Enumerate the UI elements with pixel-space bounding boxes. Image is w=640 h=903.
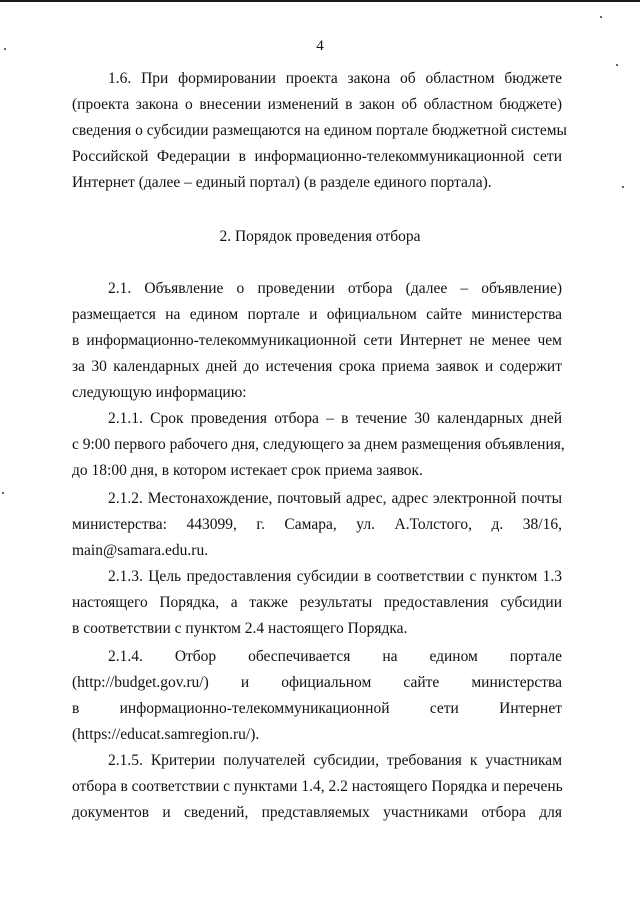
- text-line: 2.1.1. Срок проведения отбора – в течение 30 календарных дней: [108, 410, 562, 427]
- scan-speck: [600, 16, 602, 18]
- text-line: отбора в соответствии с пунктами 1.4, 2.2 настоящего Порядка и перечень: [72, 778, 563, 795]
- text-line: за 30 календарных дней до истечения срока приема заявок и содержит: [72, 358, 562, 375]
- scan-speck: [622, 186, 624, 188]
- text-line: 2.1.3. Цель предоставления субсидии в соответствии с пунктом 1.3: [108, 568, 562, 585]
- section-heading: 2. Порядок проведения отбора: [219, 228, 421, 245]
- text-line: с 9:00 первого рабочего дня, следующего за днем размещения объявления,: [72, 436, 565, 453]
- text-line: сведения о субсидии размещаются на едином портале бюджетной системы: [72, 122, 567, 139]
- text-line: (http://budget.gov.ru/) и официальном сайте министерства: [72, 674, 562, 691]
- text-line: до 18:00 дня, в котором истекает срок приема заявок.: [72, 462, 423, 479]
- text-line: 2.1.4. Отбор обеспечивается на едином портале: [108, 648, 562, 665]
- scan-top-border: [0, 0, 640, 2]
- text-line: (https://educat.samregion.ru/).: [72, 726, 260, 743]
- text-line: 2.1.2. Местонахождение, почтовый адрес, адрес электронной почты: [108, 490, 562, 507]
- text-line: Интернет (далее – единый портал) (в разделе единого портала).: [72, 174, 492, 191]
- text-line: следующую информацию:: [72, 384, 247, 401]
- page-number: 4: [316, 38, 324, 54]
- text-line: размещается на едином портале и официальном сайте министерства: [72, 306, 562, 323]
- text-line: министерства: 443099, г. Самара, ул. А.Толстого, д. 38/16,: [72, 516, 562, 533]
- text-line: в информационно-телекоммуникационной сети Интернет не менее чем: [72, 332, 562, 349]
- text-line: документов и сведений, представляемых участниками отбора для: [72, 804, 562, 821]
- text-line: в соответствии с пунктом 2.4 настоящего Порядка.: [72, 620, 408, 637]
- text-line: в информационно-телекоммуникационной сети Интернет: [72, 700, 562, 717]
- text-line: 2.1. Объявление о проведении отбора (далее – объявление): [108, 280, 562, 297]
- text-line: Российской Федерации в информационно-телекоммуникационной сети: [72, 148, 562, 165]
- text-line: (проекта закона о внесении изменений в закон об областном бюджете): [72, 96, 562, 113]
- scan-speck: [616, 64, 618, 66]
- text-line: main@samara.edu.ru.: [72, 542, 209, 559]
- text-line: 1.6. При формировании проекта закона об областном бюджете: [108, 70, 562, 87]
- text-line: 2.1.5. Критерии получателей субсидии, требования к участникам: [108, 752, 562, 769]
- scan-speck: [2, 492, 4, 494]
- text-line: настоящего Порядка, а также результаты предоставления субсидии: [72, 594, 562, 611]
